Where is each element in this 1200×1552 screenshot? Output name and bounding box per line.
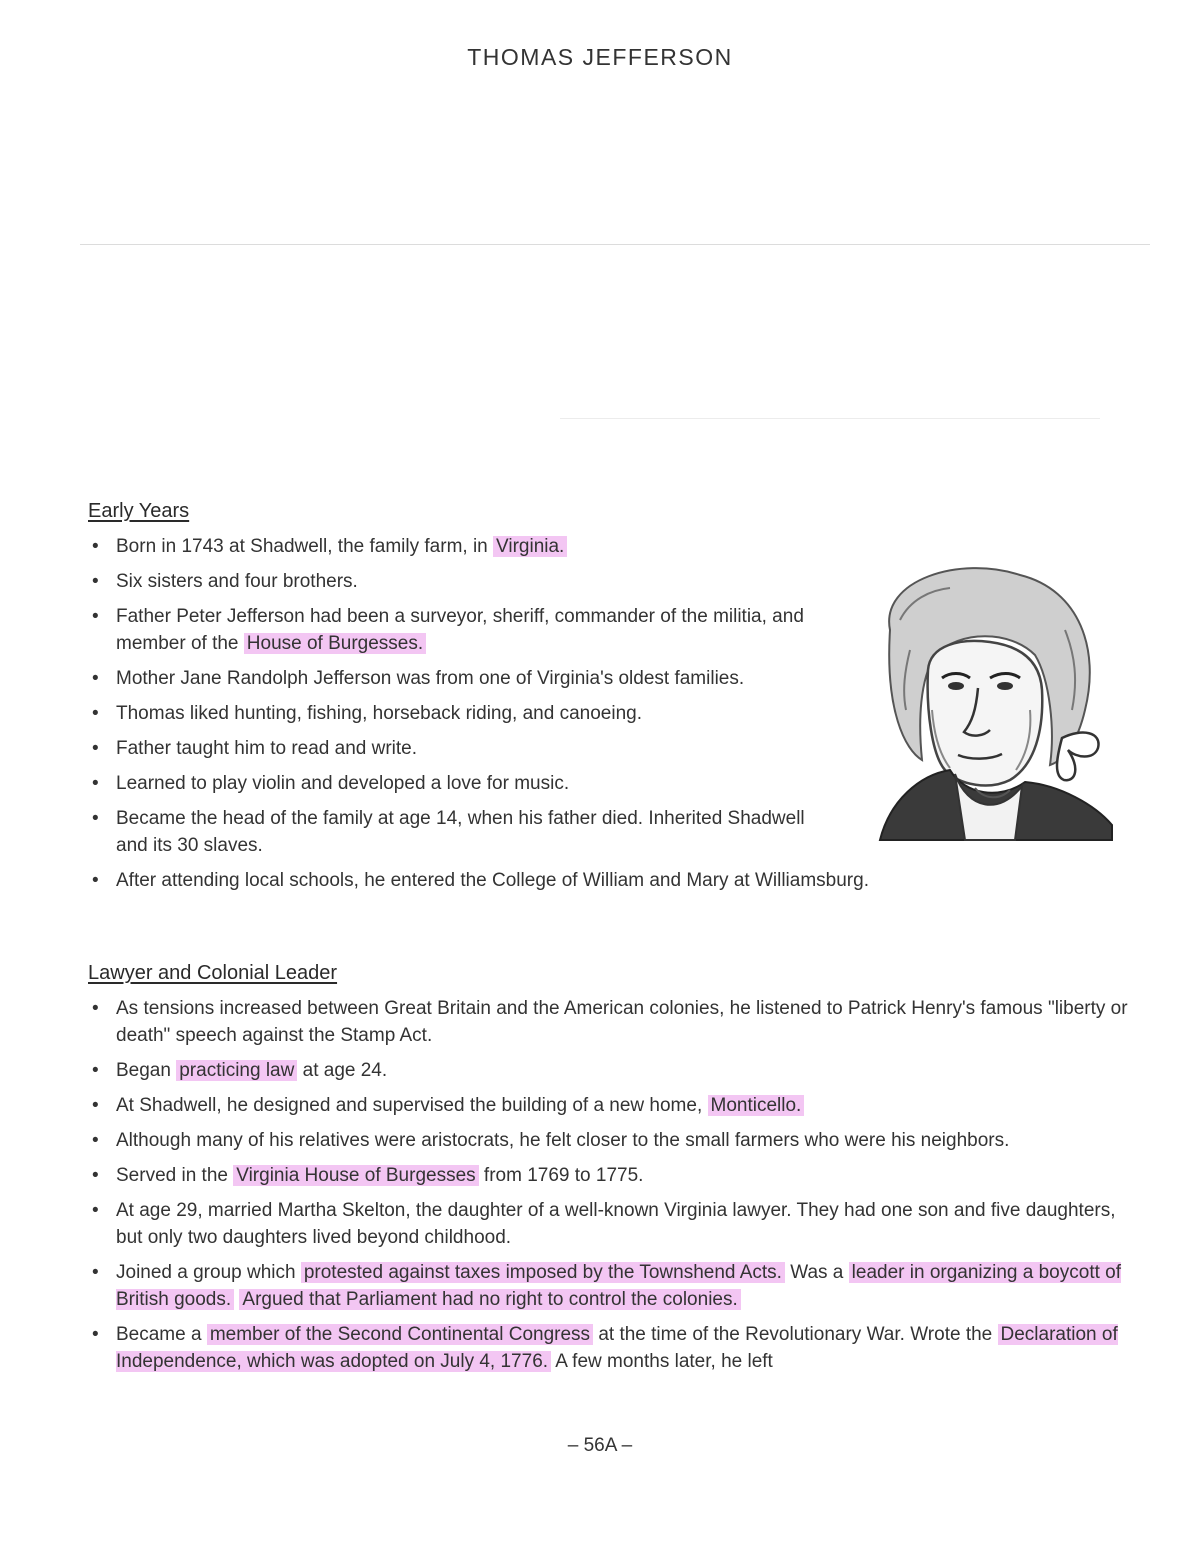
bullet-text: from 1769 to 1775. — [478, 1165, 644, 1186]
highlighted-text: Virginia House of Burgesses — [233, 1165, 478, 1186]
bullet-text: at the time of the Revolutionary War. Wrote the — [593, 1324, 998, 1345]
lawyer-section — [88, 962, 1128, 1383]
bullet-text: Although many of his relatives were aristocrats, he felt closer to the small farmers who were his neighbors. — [116, 1130, 1010, 1151]
highlighted-text: Declaration of Independence, which was adopted on July 4, 1776. — [116, 1324, 1118, 1372]
highlighted-text: Virginia. — [493, 536, 567, 557]
lawyer-list — [88, 995, 1128, 1375]
bullet-item — [88, 1321, 1128, 1375]
bullet-item — [88, 995, 1128, 1049]
bullet-item — [88, 603, 816, 657]
bullet-item — [88, 735, 816, 762]
highlighted-text: Monticello. — [708, 1095, 805, 1116]
bullet-text: Thomas liked hunting, fishing, horseback riding, and canoeing. — [116, 703, 642, 724]
page-number: – 56A – — [567, 1435, 633, 1456]
bullet-item — [88, 700, 816, 727]
jefferson-portrait — [850, 560, 1120, 845]
highlighted-text: practicing law — [176, 1060, 297, 1081]
bullet-item — [88, 1092, 1128, 1119]
lawyer-heading: Lawyer and Colonial Leader — [88, 962, 338, 984]
page-title: THOMAS JEFFERSON — [467, 44, 733, 70]
bullet-text: Six sisters and four brothers. — [116, 571, 358, 592]
bullet-text: Learned to play violin and developed a love for music. — [116, 773, 570, 794]
bullet-item — [88, 533, 816, 560]
portrait-face — [928, 641, 1043, 786]
bullet-item — [88, 1127, 1128, 1154]
bullet-text: Joined a group which — [116, 1262, 301, 1283]
highlighted-text: House of Burgesses. — [244, 633, 426, 654]
bullet-item — [88, 1197, 1128, 1251]
bullet-item — [88, 1259, 1128, 1313]
highlighted-text: protested against taxes imposed by the Townshend Acts. — [301, 1262, 785, 1283]
bullet-text: As tensions increased between Great Britain and the American colonies, he listened to Patrick Henry's famous "liberty or death" speech against the Stamp Act. — [116, 998, 1128, 1046]
bullet-text: Served in the — [116, 1165, 234, 1186]
highlighted-text: member of the Second Continental Congress — [207, 1324, 593, 1345]
bullet-item — [88, 1162, 1128, 1189]
bullet-text: Born in 1743 at Shadwell, the family farm, in — [116, 536, 494, 557]
bullet-text: A few months later, he left — [551, 1351, 773, 1372]
bullet-item — [88, 770, 816, 797]
highlighted-text: Argued that Parliament had no right to control the colonies. — [239, 1289, 740, 1310]
bullet-text: Father Peter Jefferson had been a surveyor, sheriff, commander of the militia, and member of the — [116, 606, 804, 654]
bullet-text: at age 24. — [297, 1060, 388, 1081]
early-years-heading: Early Years — [88, 500, 190, 522]
bullet-text: Became a — [116, 1324, 207, 1345]
bullet-item — [88, 665, 816, 692]
scan-artifact-line — [80, 244, 1150, 245]
bullet-text: Became the head of the family at age 14, when his father died. Inherited Shadwell and its 30 slaves. — [116, 808, 805, 856]
bullet-text: At Shadwell, he designed and supervised the building of a new home, — [116, 1095, 708, 1116]
bullet-text: After attending local schools, he entered the College of William and Mary at Williamsburg. — [116, 870, 869, 891]
scan-artifact-line — [560, 418, 1100, 419]
bullet-text: Mother Jane Randolph Jefferson was from one of Virginia's oldest families. — [116, 668, 745, 689]
bullet-item — [88, 1057, 1128, 1084]
bullet-item — [88, 867, 1128, 894]
bullet-item — [88, 805, 816, 859]
bullet-text: Was a — [784, 1262, 849, 1283]
bullet-text: Began — [116, 1060, 177, 1081]
portrait-ribbon — [1057, 733, 1099, 781]
bullet-text: At age 29, married Martha Skelton, the daughter of a well-known Virginia lawyer. They had one son and five daughters, but only two daughters lived beyond childhood. — [116, 1200, 1116, 1248]
bullet-text: Father taught him to read and write. — [116, 738, 417, 759]
highlighted-text: leader in organizing a boycott of British goods. — [116, 1262, 1121, 1310]
bullet-item — [88, 568, 816, 595]
